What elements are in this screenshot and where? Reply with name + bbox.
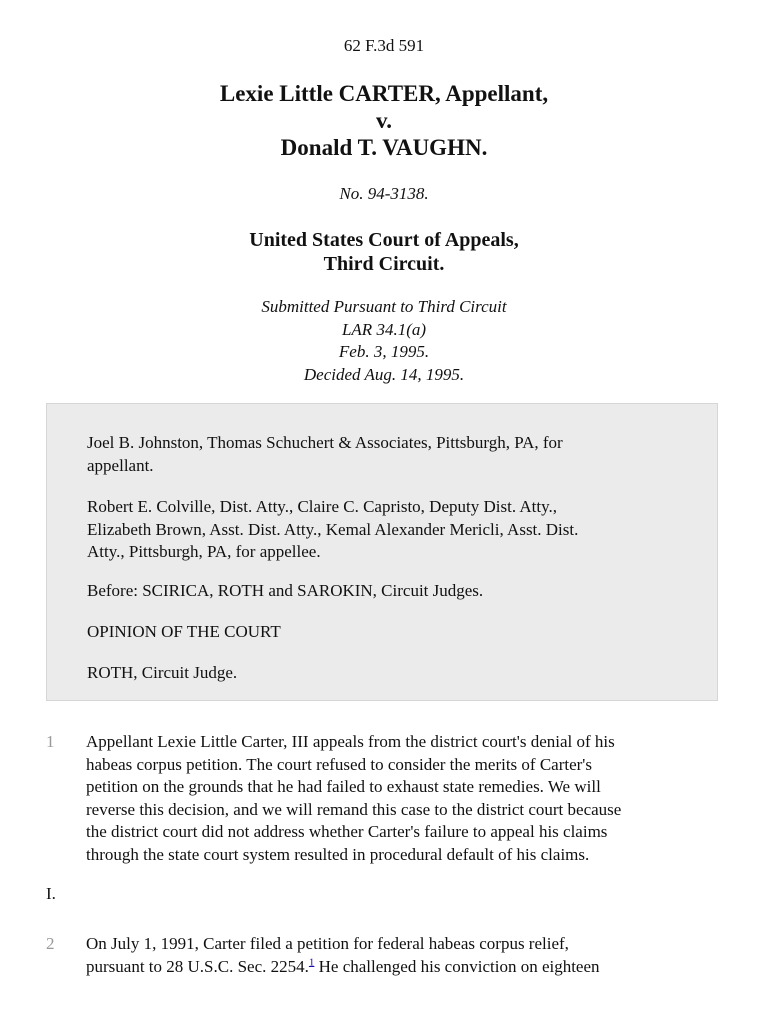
case-header-box <box>46 403 718 701</box>
paragraph-number: 2 <box>46 934 55 953</box>
counsel-appellant <box>87 432 687 477</box>
court-circuit-line: Third Circuit. <box>323 253 445 275</box>
court-name <box>0 228 768 276</box>
court-name-line: United States Court of Appeals, <box>249 229 519 251</box>
case-dates <box>0 296 768 386</box>
paragraph-line: through the state court system resulted in procedural default of his claims. <box>86 844 590 864</box>
counsel-appellee <box>87 496 687 564</box>
appellee-name: Donald T. VAUGHN. <box>280 135 488 160</box>
case-title <box>0 80 768 161</box>
counsel-line: appellant. <box>87 455 154 475</box>
counsel-line: Elizabeth Brown, Asst. Dist. Atty., Kemal Alexander Mericli, Asst. Dist. <box>87 519 579 539</box>
counsel-line: Robert E. Colville, Dist. Atty., Claire C. Capristo, Deputy Dist. Atty., <box>87 497 557 516</box>
paragraph-line-end: He challenged his conviction on eighteen <box>314 956 600 976</box>
paragraph-line: reverse this decision, and we will remand this case to the district court because <box>86 799 622 819</box>
submitted-date: Feb. 3, 1995. <box>338 342 430 361</box>
paragraph-line: the district court did not address whether Carter's failure to appeal his claims <box>86 822 608 841</box>
paragraph-number: 1 <box>46 732 55 751</box>
section-heading: I. <box>46 884 56 903</box>
paragraph-line: petition on the grounds that he had failed to exhaust state remedies. We will <box>86 777 601 796</box>
submission-rule: LAR 34.1(a) <box>341 319 427 339</box>
case-citation: 62 F.3d 591 <box>343 36 425 55</box>
paragraph-line: Appellant Lexie Little Carter, III appeals from the district court's denial of his <box>86 732 615 751</box>
paragraph-line: On July 1, 1991, Carter filed a petition for federal habeas corpus relief, <box>86 934 569 953</box>
counsel-line: Atty., Pittsburgh, PA, for appellee. <box>87 542 321 561</box>
opinion-label: OPINION OF THE COURT <box>87 622 281 641</box>
paragraph-text <box>86 731 726 866</box>
docket-number: No. 94-3138. <box>339 184 429 203</box>
paragraph-text <box>86 933 726 978</box>
paragraph-line: habeas corpus petition. The court refused to consider the merits of Carter's <box>86 754 592 774</box>
versus-label: v. <box>376 108 392 133</box>
submission-note: Submitted Pursuant to Third Circuit <box>261 297 507 316</box>
decided-date: Decided Aug. 14, 1995. <box>303 364 465 384</box>
opinion-author: ROTH, Circuit Judge. <box>87 663 238 682</box>
panel-judges: Before: SCIRICA, ROTH and SAROKIN, Circuit Judges. <box>87 581 484 600</box>
paragraph-line-start: pursuant to 28 U.S.C. Sec. 2254. <box>86 956 309 976</box>
appellant-name: Lexie Little CARTER, Appellant, <box>219 81 549 106</box>
footnote-link[interactable]: 1 <box>308 955 315 968</box>
paragraph-line <box>86 956 726 979</box>
counsel-line: Joel B. Johnston, Thomas Schuchert & Associates, Pittsburgh, PA, for <box>87 433 563 452</box>
